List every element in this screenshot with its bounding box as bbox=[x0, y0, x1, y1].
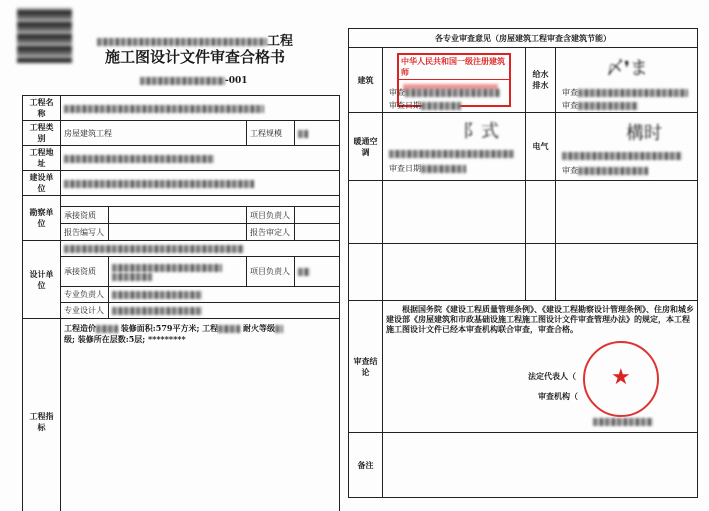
review-opinions-table bbox=[348, 28, 698, 498]
label-water: 给水排水 bbox=[526, 48, 556, 113]
label-hvac: 暖通空调 bbox=[349, 113, 383, 181]
label-discipline-lead: 专业负责人 bbox=[61, 287, 109, 303]
stamp-text: 中华人民共和国一级注册建筑师 bbox=[399, 55, 509, 80]
document-number bbox=[140, 76, 248, 86]
review-label: 审查 bbox=[562, 166, 578, 175]
project-type-value: 房屋建筑工程 bbox=[61, 121, 247, 146]
indicator-text bbox=[61, 319, 340, 511]
indicator-fire: 耐火等级 bbox=[242, 323, 275, 333]
legal-representative: 法定代表人（ bbox=[528, 371, 576, 381]
indicator-floors: 级; 装修所在层数:5层; ********* bbox=[64, 334, 186, 344]
label-address: 工程地址 bbox=[23, 146, 61, 171]
label-conclusion: 审查结论 bbox=[349, 301, 383, 433]
conclusion-cell bbox=[383, 301, 698, 433]
signature: 阝式 bbox=[463, 121, 499, 142]
label-builder: 建设单位 bbox=[23, 171, 61, 196]
document-title: 施工图设计文件审查合格书 bbox=[104, 48, 285, 66]
label-design-unit: 设计单位 bbox=[23, 241, 61, 319]
label-report-writer: 报告编写人 bbox=[61, 224, 109, 241]
qr-code bbox=[17, 8, 72, 63]
review-label: 审查 bbox=[562, 101, 578, 110]
review-header: 各专业审查意见（房屋建筑工程审查含建筑节能） bbox=[349, 29, 698, 48]
label-indicators: 工程指标 bbox=[23, 319, 61, 511]
review-date-label: 审查日期 bbox=[389, 164, 421, 173]
label-electrical: 电气 bbox=[526, 113, 556, 181]
conclusion-text: 根据国务院《建设工程质量管理条例》、《建设工程勘察设计管理条例》、住房和城乡建设部《房屋建筑和市政基础设施工程施工图设计文件审查管理办法》的规定，本工程施工图设计文件已经本审查机构联合审查，审查合格。 bbox=[386, 304, 694, 334]
label-architecture: 建筑 bbox=[349, 48, 383, 113]
architecture-review bbox=[383, 48, 526, 113]
label-project-scale: 工程规模 bbox=[247, 121, 295, 146]
label-project-type: 工程类别 bbox=[23, 121, 61, 146]
label-report-approver: 报告审定人 bbox=[247, 224, 295, 241]
label-remarks: 备注 bbox=[349, 433, 383, 498]
label-discipline-designer: 专业设计人 bbox=[61, 303, 109, 319]
official-seal: ★ bbox=[583, 341, 659, 417]
water-review bbox=[556, 48, 698, 113]
label-design-qualification: 承接资质 bbox=[61, 257, 109, 287]
label-survey-qualification: 承接资质 bbox=[61, 207, 109, 224]
signature: 〆❜ま bbox=[606, 58, 648, 79]
architect-stamp bbox=[397, 53, 511, 107]
signature: 構时 bbox=[626, 123, 662, 144]
label-survey-lead: 项目负责人 bbox=[247, 207, 295, 224]
indicator-cost: 工程造价 bbox=[64, 323, 96, 333]
doc-number-suffix: -001 bbox=[225, 76, 248, 86]
hvac-review bbox=[383, 113, 526, 181]
label-survey-unit: 勘察单位 bbox=[23, 196, 61, 241]
title-suffix: 工程 bbox=[266, 34, 293, 49]
remarks-cell bbox=[383, 433, 698, 498]
project-info-table bbox=[22, 95, 340, 511]
review-label: 审查 bbox=[389, 88, 405, 97]
review-date-label: 审查日期 bbox=[389, 101, 421, 110]
indicator-area: 装修面积:579平方米; 工程 bbox=[120, 323, 219, 333]
review-agency: 审查机构（ bbox=[538, 391, 578, 401]
label-design-lead: 项目负责人 bbox=[247, 257, 295, 287]
review-label: 审查 bbox=[562, 88, 578, 97]
label-project-name: 工程名称 bbox=[23, 96, 61, 121]
electrical-review bbox=[556, 113, 698, 181]
